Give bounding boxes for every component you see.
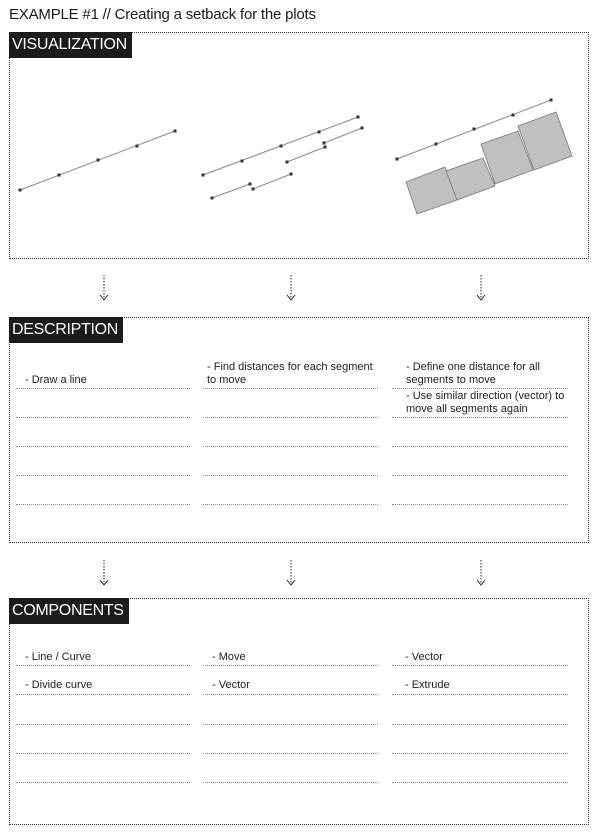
division-point [318, 131, 321, 134]
arrow-down-icon [477, 275, 485, 300]
division-point [174, 130, 177, 133]
writing-line [203, 446, 378, 447]
arrow-down-icon [287, 560, 295, 585]
division-point [357, 116, 360, 119]
writing-line [16, 504, 190, 505]
components-panel [9, 598, 589, 825]
writing-line [16, 417, 190, 418]
segment-point [323, 142, 326, 145]
writing-line [392, 417, 568, 418]
component-item: - Vector [212, 679, 250, 691]
step1-line-drawing [19, 130, 177, 192]
division-point [241, 160, 244, 163]
description-step1-text: - Draw a line [25, 374, 87, 386]
component-item: - Extrude [405, 679, 450, 691]
writing-line [203, 504, 378, 505]
writing-line [16, 782, 190, 783]
step2-segments-drawing [202, 116, 364, 200]
writing-line [16, 694, 190, 695]
writing-line [392, 694, 568, 695]
writing-line [203, 724, 378, 725]
writing-line [392, 475, 568, 476]
writing-line [203, 475, 378, 476]
component-item: - Line / Curve [25, 651, 92, 663]
moved-segment [212, 184, 250, 198]
division-point [512, 114, 515, 117]
components-label: COMPONENTS [9, 598, 129, 624]
description-label: DESCRIPTION [9, 317, 123, 343]
moved-segment [287, 147, 325, 162]
division-point [396, 158, 399, 161]
division-point [58, 174, 61, 177]
division-point [97, 159, 100, 162]
writing-line [392, 753, 568, 754]
moved-segment [253, 174, 291, 189]
writing-line [16, 665, 190, 666]
writing-line [392, 782, 568, 783]
component-item: - Divide curve [25, 679, 93, 691]
writing-line [203, 388, 378, 389]
step3-extrude-drawing [396, 99, 573, 215]
writing-line [16, 724, 190, 725]
description-step3-text-2: - Use similar direction (vector) to move all segments again [406, 390, 565, 415]
writing-line [392, 446, 568, 447]
division-point [280, 145, 283, 148]
writing-line [392, 724, 568, 725]
writing-line [16, 446, 190, 447]
division-point [435, 143, 438, 146]
segment-point [286, 161, 289, 164]
division-point [473, 128, 476, 131]
segment-point [252, 188, 255, 191]
writing-line [392, 504, 568, 505]
writing-line [16, 753, 190, 754]
segment-point [211, 197, 214, 200]
component-item: - Vector [405, 651, 443, 663]
page-title: EXAMPLE #1 // Creating a setback for the plots [9, 6, 316, 23]
writing-line [16, 475, 190, 476]
division-point [136, 145, 139, 148]
arrow-down-icon [287, 275, 295, 300]
description-panel [9, 317, 589, 543]
arrow-down-icon [100, 560, 108, 585]
description-step3-text-1: - Define one distance for all segments to move [406, 361, 540, 386]
component-item: - Move [212, 651, 246, 663]
division-point [19, 189, 22, 192]
segment-point [249, 183, 252, 186]
writing-line [203, 753, 378, 754]
writing-line [203, 694, 378, 695]
writing-line [392, 388, 568, 389]
writing-line [203, 782, 378, 783]
division-point [550, 99, 553, 102]
visualization-label: VISUALIZATION [9, 32, 132, 58]
writing-line [203, 665, 378, 666]
segment-point [324, 146, 327, 149]
writing-line [392, 665, 568, 666]
segment-point [361, 127, 364, 130]
arrow-down-icon [100, 275, 108, 300]
writing-line [203, 417, 378, 418]
segment-point [290, 173, 293, 176]
moved-segment [324, 128, 362, 143]
division-point [202, 174, 205, 177]
writing-line [16, 388, 190, 389]
arrow-down-icon [477, 560, 485, 585]
description-step2-text: - Find distances for each segment to move [207, 361, 373, 386]
